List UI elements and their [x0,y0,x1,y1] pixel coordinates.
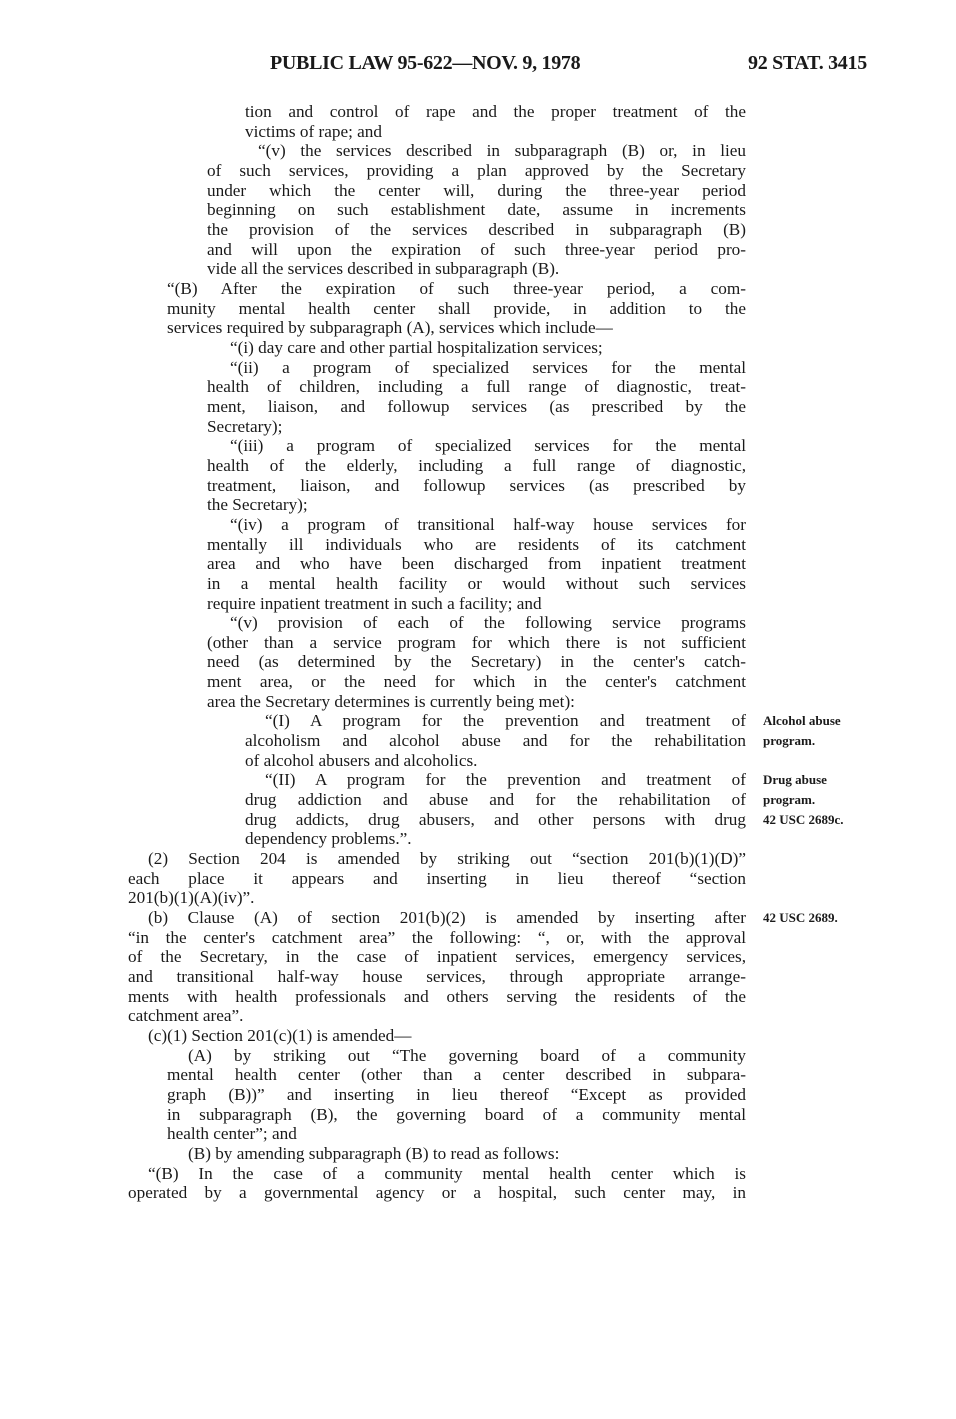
text-line: “(B) In the case of a community mental health center which is [148,1163,746,1183]
text-line: (c)(1) Section 201(c)(1) is amended— [148,1026,412,1046]
text-line: (other than a service program for which there is not sufficient [207,632,746,652]
text-line: “(v) the services described in subparagraph (B) or, in lieu [258,141,746,161]
text-line: the Secretary); [207,495,308,515]
text-line: drug addiction and abuse and for the rehabilitation of [245,790,746,810]
margin-note: program. [763,733,816,749]
text-line: ments with health professionals and others serving the residents of the [128,986,746,1006]
margin-note: 42 USC 2689. [763,910,838,926]
text-line: “(B) After the expiration of such three-year period, a com- [167,278,746,298]
text-line: ment area, or the need for which in the center's catchment [207,672,746,692]
text-line: treatment, liaison, and followup services (as prescribed by [207,475,746,495]
text-line: (A) by striking out “The governing board of a community [188,1045,746,1065]
text-line: (b) Clause (A) of section 201(b)(2) is amended by inserting after [148,908,746,928]
text-line: area the Secretary determines is currently being met): [207,691,575,711]
text-line: in subparagraph (B), the governing board of a community mental [167,1104,746,1124]
text-line: “(i) day care and other partial hospitalization services; [230,337,603,357]
text-line: “(v) provision of each of the following service programs [230,613,746,633]
margin-note: program. [763,792,816,808]
text-line: require inpatient treatment in such a facility; and [207,593,542,613]
text-line: of the Secretary, in the case of inpatient services, emergency services, [128,947,746,967]
text-line: (2) Section 204 is amended by striking out “section 201(b)(1)(D)” [148,849,746,869]
text-line: catchment area”. [128,1006,244,1026]
text-line: drug addicts, drug abusers, and other persons with drug [245,809,746,829]
text-line: graph (B))” and inserting in lieu thereof “Except as provided [167,1085,746,1104]
text-line: of alcohol abusers and alcoholics. [245,750,478,770]
text-line: need (as determined by the Secretary) in the center's catch- [207,652,746,672]
text-line: “in the center's catchment area” the following: “, or, with the approval [128,927,746,947]
text-line: under which the center will, during the three-year period [207,180,746,200]
text-line: health center”; and [167,1124,297,1144]
text-line: victims of rape; and [245,121,382,141]
text-line: “(II) A program for the prevention and treatment of [265,770,746,790]
text-line: and transitional half-way house services, through appropriate arrange- [128,967,746,987]
text-line: ment, liaison, and followup services (as prescribed by the [207,396,746,416]
text-line: 201(b)(1)(A)(iv)”. [128,888,255,908]
text-line: area and who have been discharged from inpatient treatment [207,554,746,574]
margin-note: Alcohol abuse [763,713,841,729]
page-number: 92 STAT. 3415 [748,52,867,74]
text-line: in a mental health facility or would without such services [207,573,746,593]
text-line: “(iii) a program of specialized services for the mental [230,436,746,456]
margin-note: 42 USC 2689c. [763,811,844,827]
text-line: Secretary); [207,416,283,436]
margin-note: Drug abuse [763,772,827,788]
text-line: beginning on such establishment date, assume in increments [207,200,746,220]
text-line: “(I) A program for the prevention and treatment of [265,711,746,731]
text-line: operated by a governmental agency or a hospital, such center may, in [128,1183,746,1203]
text-line: “(iv) a program of transitional half-way house services for [230,514,746,534]
text-line: health of the elderly, including a full range of diagnostic, [207,455,746,475]
text-line: tion and control of rape and the proper treatment of the [245,102,746,121]
text-line: mental health center (other than a center described in subpara- [167,1065,746,1085]
text-line: services required by subparagraph (A), services which include— [167,318,613,338]
text-line: munity mental health center shall provide, in addition to the [167,298,746,318]
text-line: (B) by amending subparagraph (B) to read as follows: [188,1143,560,1163]
text-line: the provision of the services described in subparagraph (B) [207,219,746,239]
text-line: health of children, including a full range of diagnostic, treat- [207,377,746,397]
text-line: and will upon the expiration of such three-year period pro- [207,239,746,259]
text-line: of such services, providing a plan approved by the Secretary [207,160,746,180]
text-line: dependency problems.”. [245,829,412,849]
text-line: each place it appears and inserting in lieu thereof “section [128,868,746,888]
text-line: “(ii) a program of specialized services for the mental [230,357,746,377]
running-header-title: PUBLIC LAW 95-622—NOV. 9, 1978 [270,52,581,74]
text-line: vide all the services described in subparagraph (B). [207,259,560,279]
text-line: mentally ill individuals who are residents of its catchment [207,534,746,554]
text-line: alcoholism and alcohol abuse and for the rehabilitation [245,731,746,751]
